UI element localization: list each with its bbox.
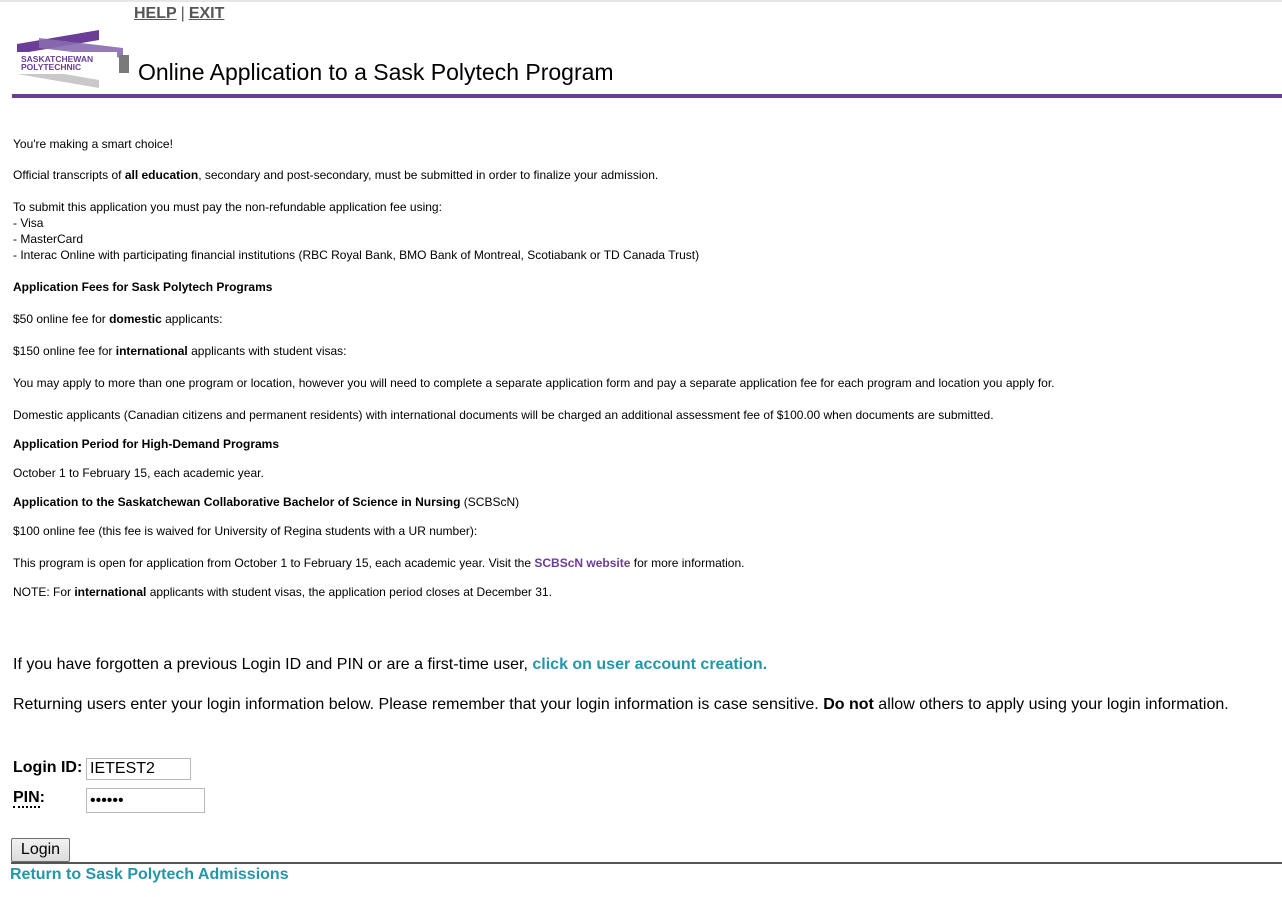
login-id-input[interactable] (86, 758, 191, 780)
logo-text-2: POLYTECHNIC (21, 62, 82, 72)
payment-method-visa: - Visa (13, 216, 44, 230)
payment-method-interac: - Interac Online with participating financial institutions (RBC Royal Bank, BMO Bank of Montreal, Scotiabank or TD Canada Trust) (13, 248, 700, 262)
fees-heading: Application Fees for Sask Polytech Programs (13, 280, 273, 294)
return-to-admissions-link[interactable]: Return to Sask Polytech Admissions (10, 866, 289, 883)
top-border (0, 0, 1282, 2)
pin-input[interactable] (86, 788, 205, 813)
saskpolytech-logo (15, 30, 131, 90)
returning-users-text: Returning users enter your login information below. Please remember that your login information is case sensitive. Do not allow others to apply using your login information. (13, 696, 1229, 713)
smart-choice-text: You're making a smart choice! (13, 137, 173, 151)
login-id-label: Login ID: (13, 759, 83, 776)
nursing-note: NOTE: For international applicants with student visas, the application period closes at December 31. (13, 585, 552, 599)
international-fee: $150 online fee for international applicants with student visas: (13, 344, 347, 358)
links-separator: | (180, 5, 185, 22)
period-heading: Application Period for High-Demand Programs (13, 437, 280, 451)
exit-link[interactable]: EXIT (188, 5, 225, 22)
assessment-fee-text: Domestic applicants (Canadian citizens and permanent residents) with international documents will be charged an additional assessment fee of $100.00 when documents are submitted. (13, 408, 994, 422)
page-title: Online Application to a Sask Polytech Program (138, 59, 614, 85)
logo-graphic (15, 30, 131, 90)
nursing-fee: $100 online fee (this fee is waived for University of Regina students with a UR number): (13, 524, 478, 538)
nursing-heading: Application to the Saskatchewan Collaborative Bachelor of Science in Nursing (SCBScN) (13, 495, 520, 509)
pin-label: PIN: (13, 789, 45, 806)
period-dates: October 1 to February 15, each academic year. (13, 466, 264, 480)
help-link[interactable]: HELP (134, 5, 177, 22)
scbscn-website-link[interactable]: SCBScN website (534, 556, 631, 570)
title-divider (12, 94, 1282, 98)
bottom-divider (11, 862, 1282, 864)
top-links (134, 5, 224, 23)
transcripts-text: Official transcripts of all education, secondary and post-secondary, must be submitted in order to finalize your admission. (13, 168, 659, 182)
payment-intro: To submit this application you must pay the non-refundable application fee using: (13, 200, 442, 214)
payment-method-mastercard: - MasterCard (13, 232, 84, 246)
login-button[interactable]: Login (11, 838, 70, 862)
multiple-applications-text: You may apply to more than one program or location, however you will need to complete a separate application form and pay a separate application fee for each program and location you apply for. (13, 376, 1055, 390)
nursing-open-text: This program is open for application from October 1 to February 15, each academic year. Visit the SCBScN website for more information. (13, 556, 745, 570)
user-account-creation-link[interactable]: click on user account creation. (532, 656, 768, 673)
logo-text-1: SASKATCHEWAN (21, 54, 94, 64)
forgot-login-text: If you have forgotten a previous Login ID and PIN or are a first-time user, click on user account creation. (13, 656, 768, 673)
domestic-fee: $50 online fee for domestic applicants: (13, 312, 223, 326)
